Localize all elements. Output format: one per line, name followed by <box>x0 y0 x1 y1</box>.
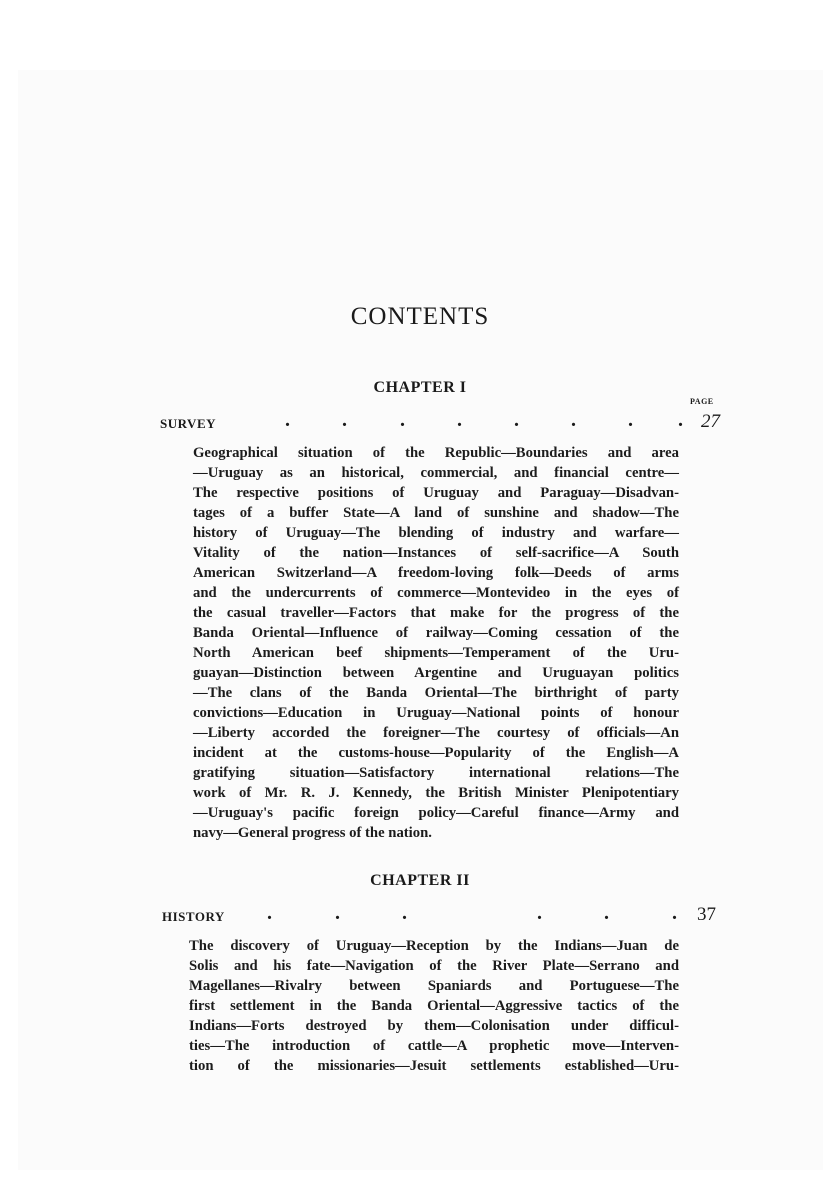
summary-line: —The clans of the Banda Oriental—The birthright of party <box>193 685 679 701</box>
leader-dot: . <box>267 902 272 924</box>
summary-line: The discovery of Uruguay—Reception by the Indians—Juan de <box>189 938 679 954</box>
summary-line: The respective positions of Uruguay and Paraguay—Disadvan- <box>193 485 679 501</box>
leader-dot: . <box>335 902 340 924</box>
summary-line: tages of a buffer State—A land of sunshine and shadow—The <box>193 505 679 521</box>
chapter-1-entry <box>160 409 730 436</box>
summary-line: Indians—Forts destroyed by them—Colonisation under difficul- <box>189 1018 679 1034</box>
summary-line: tion of the missionaries—Jesuit settlements established—Uru- <box>189 1058 679 1074</box>
leader-dot: . <box>402 902 407 924</box>
summary-line: American Switzerland—A freedom-loving folk—Deeds of arms <box>193 565 679 581</box>
summary-line: history of Uruguay—The blending of industry and warfare— <box>193 525 679 541</box>
summary-line: —Liberty accorded the foreigner—The courtesy of officials—An <box>193 725 679 741</box>
chapter-2-entry <box>162 902 732 929</box>
page-title: CONTENTS <box>350 303 490 330</box>
page-column-label: PAGE <box>690 397 714 406</box>
leader-dot: . <box>400 409 405 431</box>
summary-line: and the undercurrents of commerce—Montevideo in the eyes of <box>193 585 679 601</box>
chapter-1-title: SURVEY <box>160 416 216 431</box>
leader-dot: . <box>457 409 462 431</box>
leader-dot: . <box>604 902 609 924</box>
chapter-2-title: HISTORY <box>162 909 225 924</box>
summary-line: gratifying situation—Satisfactory international relations—The <box>193 765 679 781</box>
summary-line: —Uruguay's pacific foreign policy—Careful finance—Army and <box>193 805 679 821</box>
summary-line: Banda Oriental—Influence of railway—Coming cessation of the <box>193 625 679 641</box>
summary-line: Geographical situation of the Republic—Boundaries and area <box>193 445 679 461</box>
summary-line: convictions—Education in Uruguay—National points of honour <box>193 705 679 721</box>
summary-line: Magellanes—Rivalry between Spaniards and Portuguese—The <box>189 978 679 994</box>
leader-dot: . <box>628 409 633 431</box>
leader-dot: . <box>537 902 542 924</box>
summary-line: North American beef shipments—Temperament of the Uru- <box>193 645 679 661</box>
summary-line: Vitality of the nation—Instances of self-sacrifice—A South <box>193 545 679 561</box>
leader-dot: . <box>514 409 519 431</box>
summary-line: work of Mr. R. J. Kennedy, the British Minister Plenipotentiary <box>193 785 679 801</box>
leader-dot: . <box>678 409 683 431</box>
summary-line: incident at the customs-house—Popularity of the English—A <box>193 745 679 761</box>
leader-dot: . <box>571 409 576 431</box>
leader-dot: . <box>285 409 290 431</box>
summary-line: the casual traveller—Factors that make for the progress of the <box>193 605 679 621</box>
chapter-1-heading: CHAPTER I <box>373 379 467 396</box>
leader-dot: . <box>342 409 347 431</box>
summary-line: ties—The introduction of cattle—A prophetic move—Interven- <box>189 1038 679 1054</box>
chapter-1-page-number: 27 <box>701 411 720 432</box>
summary-line: —Uruguay as an historical, commercial, and financial centre— <box>193 465 679 481</box>
chapter-2-heading: CHAPTER II <box>370 872 470 889</box>
summary-line: guayan—Distinction between Argentine and Uruguayan politics <box>193 665 679 681</box>
leader-dot: . <box>672 902 677 924</box>
chapter-2-page-number: 37 <box>697 904 716 925</box>
chapter-1-summary <box>193 443 679 843</box>
summary-line: first settlement in the Banda Oriental—Aggressive tactics of the <box>189 998 679 1014</box>
chapter-2-summary <box>189 936 679 1076</box>
summary-line: Solis and his fate—Navigation of the River Plate—Serrano and <box>189 958 679 974</box>
summary-line: navy—General progress of the nation. <box>193 825 432 841</box>
